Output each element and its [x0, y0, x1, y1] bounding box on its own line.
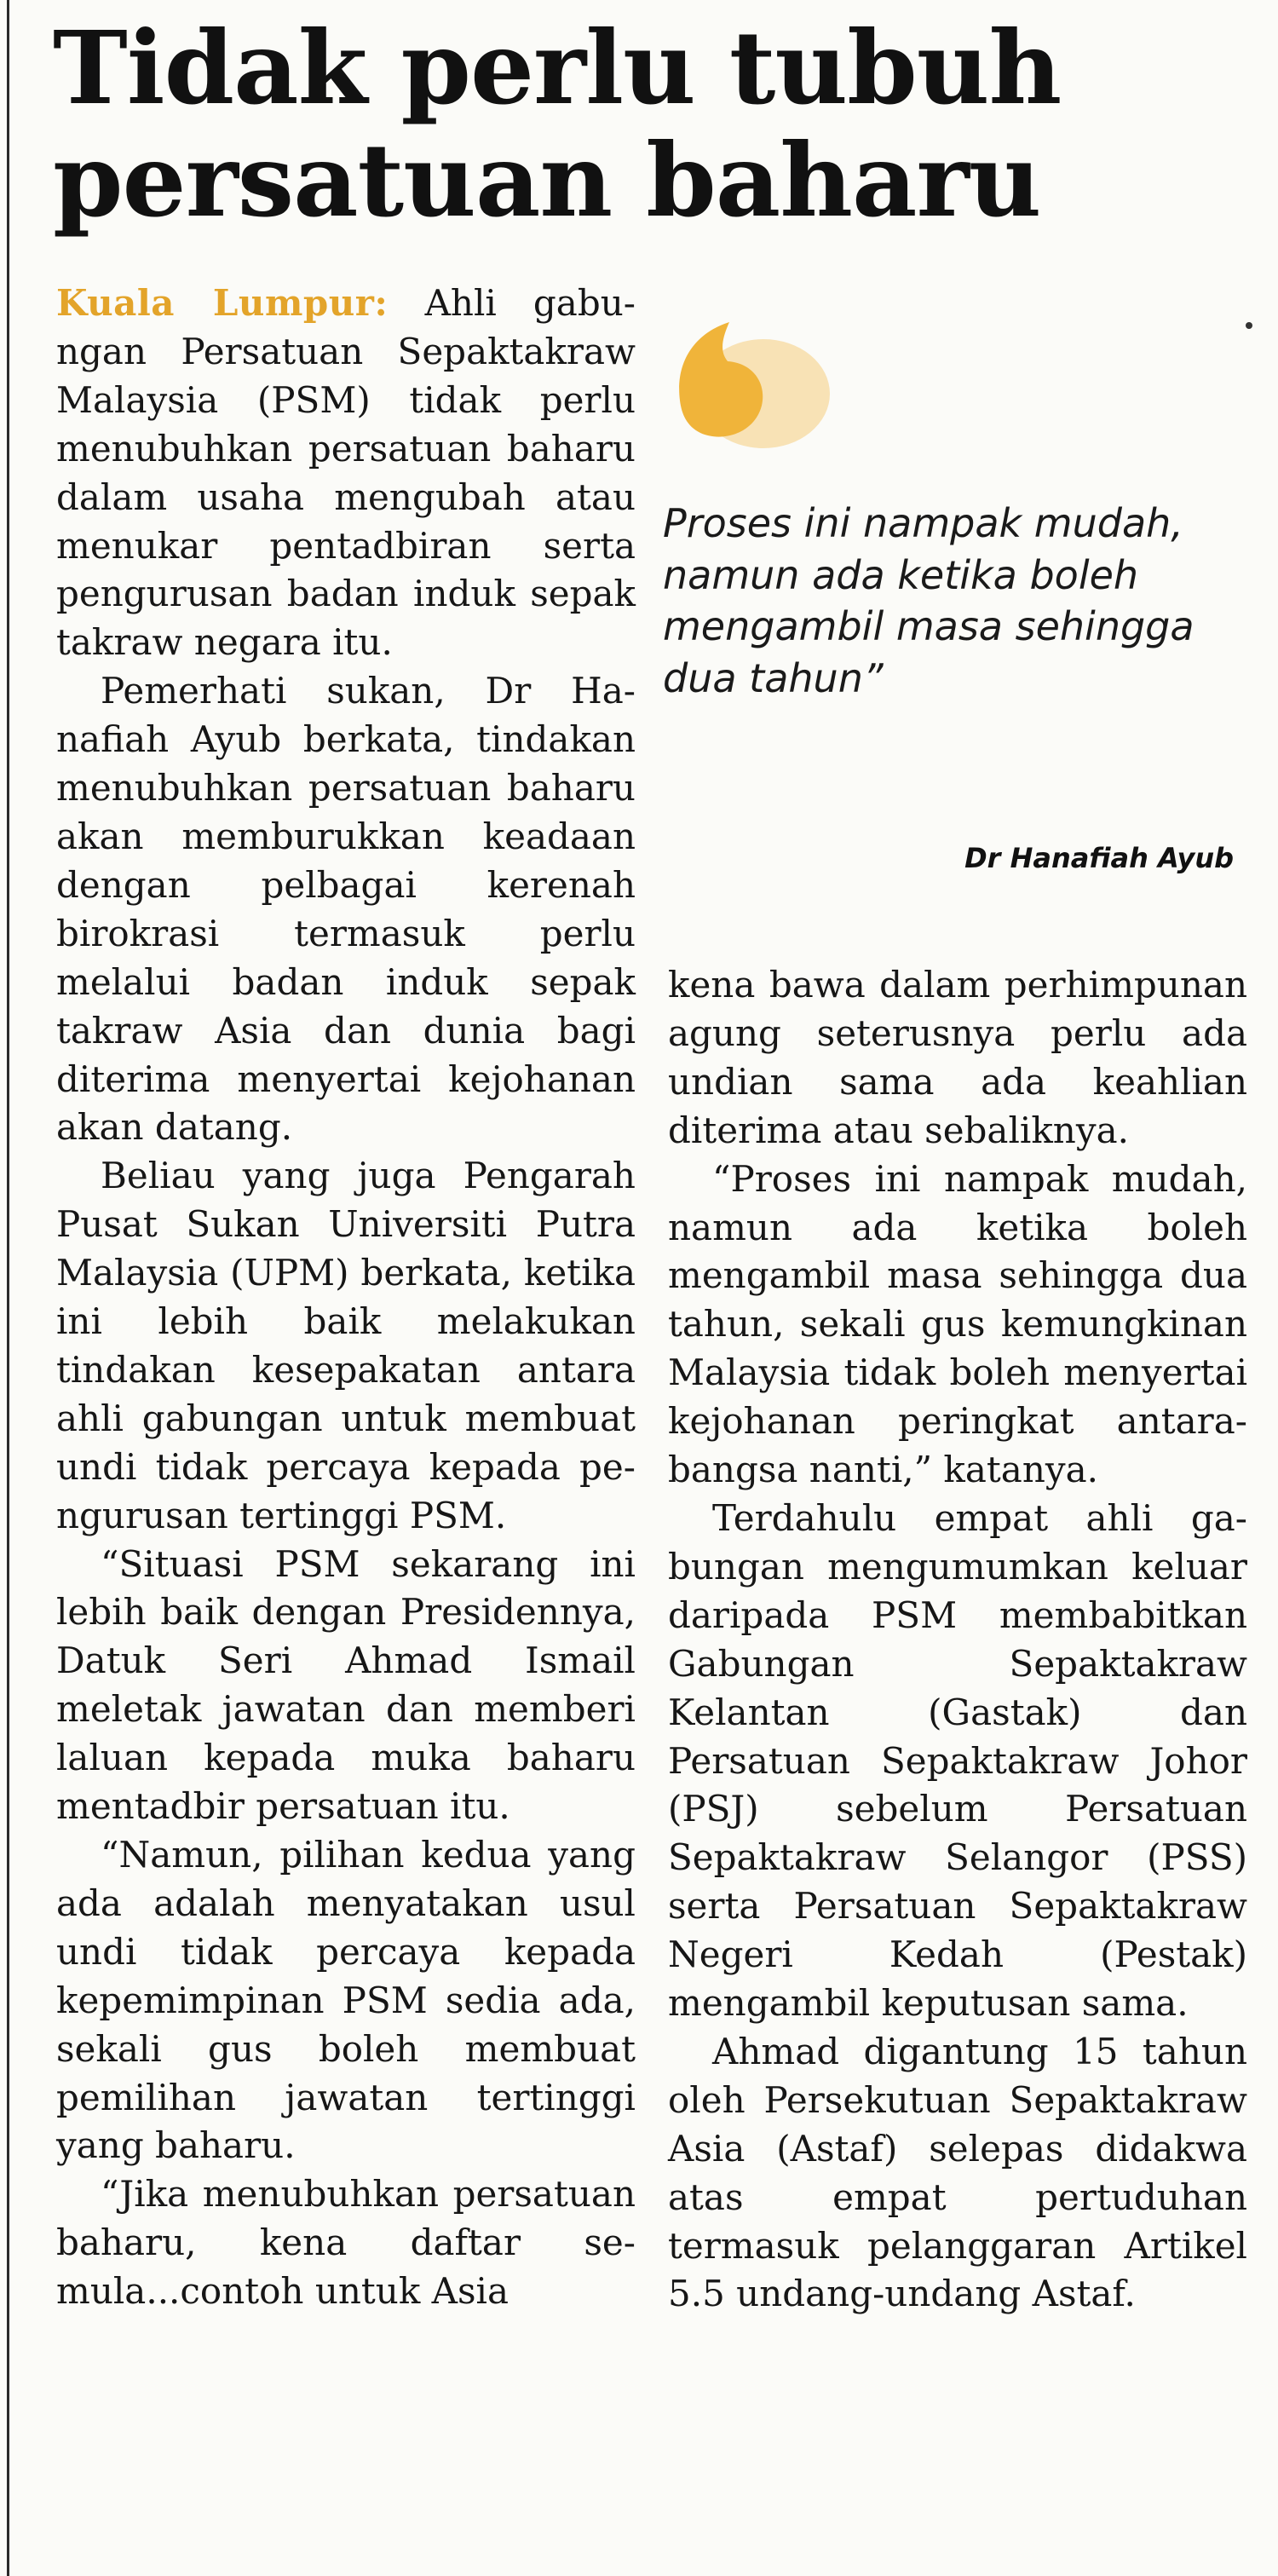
body-paragraph: “Jika menubuhkan persatuan baharu, kena daftar semula...contoh untuk Asia — [56, 2173, 636, 2313]
body-paragraph: Pemerhati sukan, Dr Hanafiah Ayub berkata, tindakan menubuhkan persatuan baharu akan memburukkan keadaan dengan pelbagai kerenah birokrasi termasuk perlu melalui badan induk sepak takraw Asia dan dunia bagi diterima menyertai kejohanan akan datang. — [56, 670, 636, 1149]
article-column-right — [668, 961, 1247, 2319]
pull-quote-attribution: Dr Hanafiah Ayub — [964, 842, 1234, 874]
lead-paragraph — [56, 279, 636, 667]
body-paragraph: Ahmad digantung 15 tahun oleh Persekutuan Sepaktakraw Asia (Astaf) selepas didakwa atas empat pertuduhan termasuk pelanggaran Artikel 5.5 undang-undang Astaf. — [668, 2030, 1247, 2315]
quote-mark-icon — [663, 300, 833, 470]
lead-paragraph-text: Ahli gabungan Persatuan Sepaktakraw Malaysia (PSM) tidak perlu menubuhkan persatuan baharu dalam usaha mengubah atau menukar pentadbiran serta pengurusan badan induk sepak takraw negara itu. — [56, 282, 636, 664]
column-rule — [7, 0, 9, 2576]
body-paragraph: “Proses ini nampak mudah, namun ada ketika boleh mengambil masa sehingga dua tahun, sekali gus kemungkinan Malaysia tidak boleh menyertai kejohanan peringkat antarabangsa nanti,” katanya. — [668, 1157, 1247, 1491]
dateline: Kuala Lumpur: — [56, 282, 389, 324]
print-speck — [1246, 322, 1252, 329]
headline-line-1: Tidak perlu tubuh — [53, 9, 1062, 127]
body-paragraph: Terdahulu empat ahli gabungan mengumumkan keluar daripada PSM membabitkan Gabungan Sepaktakraw Kelantan (Gastak) dan Persatuan Sepaktakraw Johor (PSJ) sebelum Persatuan Sepaktakraw Selangor (PSS) serta Persatuan Sepaktakraw Negeri Kedah (Pestak) mengambil keputusan sama. — [668, 1496, 1247, 2025]
pull-quote: Proses ini nampak mudah, namun ada ketika boleh mengambil masa sehingga dua tahun” — [663, 500, 1195, 701]
body-paragraph: “Namun, pilihan kedua yang ada adalah menyatakan usul undi tidak percaya kepada kepemimpinan PSM sedia ada, sekali gus boleh membuat pemilihan jawatan tertinggi yang baharu. — [56, 1834, 636, 2167]
article-column-left — [56, 279, 636, 2316]
body-paragraph: Beliau yang juga Pengarah Pusat Sukan Universiti Putra Malaysia (UPM) berkata, ketika ini lebih baik melakukan tindakan kesepakatan antara ahli gabungan untuk membuat undi tidak percaya kepada pengurusan tertinggi PSM. — [56, 1155, 636, 1536]
body-paragraph: “Situasi PSM sekarang ini lebih baik dengan Presidennya, Datuk Seri Ahmad Ismail meletak jawatan dan memberi laluan kepada muka baharu mentadbir persatuan itu. — [56, 1542, 636, 1828]
headline — [53, 9, 1263, 239]
body-paragraph: kena bawa dalam perhimpunan agung seterusnya perlu ada undian sama ada keahlian diterima atau sebaliknya. — [668, 964, 1247, 1151]
headline-line-2: persatuan baharu — [53, 121, 1041, 239]
